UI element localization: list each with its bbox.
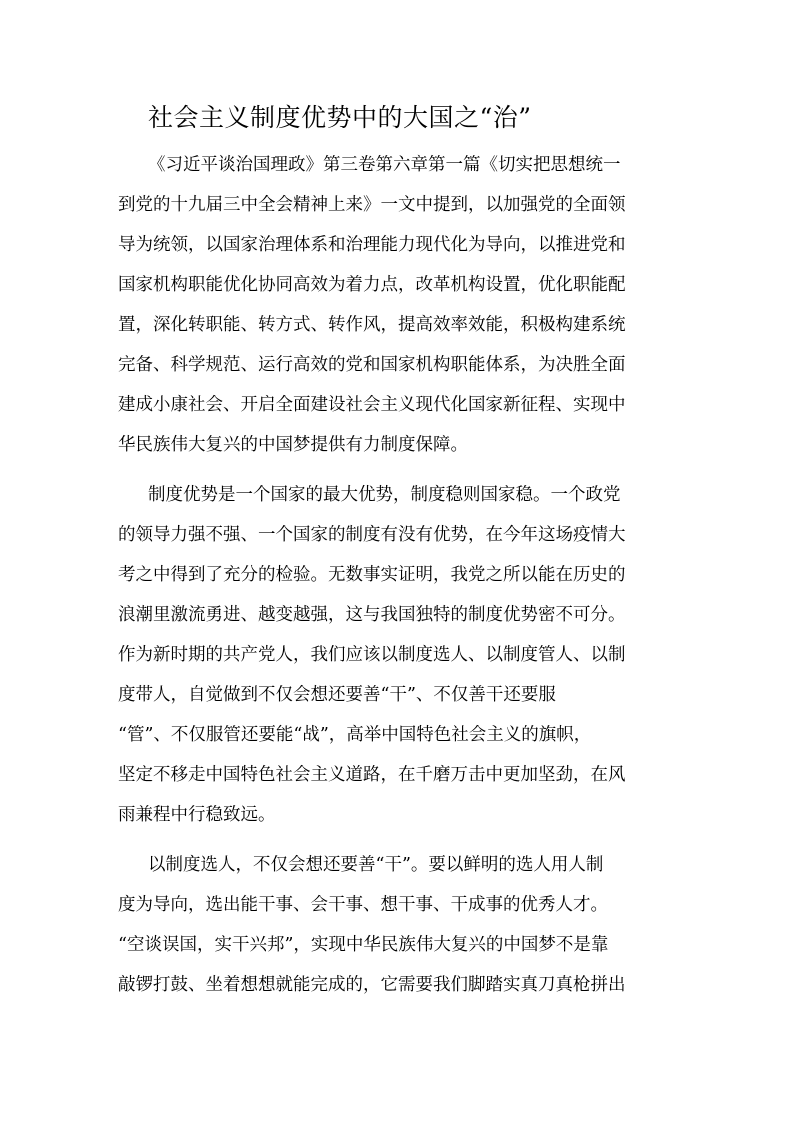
paragraph-1-line-8: 华民族伟大复兴的中国梦提供有力制度保障。 bbox=[118, 435, 468, 455]
paragraph-2-line-9: 雨兼程中行稳致远。 bbox=[118, 805, 276, 825]
paragraph-1-line-4: 国家机构职能优化协同高效为着力点，改革机构设置，优化职能配 bbox=[118, 275, 626, 295]
paragraph-2-line-4: 浪潮里激流勇进、越变越强，这与我国独特的制度优势密不可分。 bbox=[118, 605, 626, 625]
paragraph-2-line-8: 坚定不移走中国特色社会主义道路，在千磨万击中更加坚劲，在风 bbox=[118, 765, 626, 785]
paragraph-2-line-1: 制度优势是一个国家的最大优势，制度稳则国家稳。一个政党 bbox=[148, 485, 621, 505]
paragraph-1-line-2: 到党的十九届三中全会精神上来》一文中提到，以加强党的全面领 bbox=[118, 195, 626, 215]
paragraph-1-line-7: 建成小康社会、开启全面建设社会主义现代化国家新征程、实现中 bbox=[118, 395, 626, 415]
paragraph-3-line-2: 度为导向，选出能干事、会干事、想干事、干成事的优秀人才。 bbox=[118, 895, 608, 915]
paragraph-3-line-3: “空谈误国，实干兴邦”，实现中华民族伟大复兴的中国梦不是靠 bbox=[118, 935, 609, 955]
document-title: 社会主义制度优势中的大国之“治” bbox=[148, 103, 532, 132]
paragraph-2-line-3: 考之中得到了充分的检验。无数事实证明，我党之所以能在历史的 bbox=[118, 565, 626, 585]
paragraph-3-line-4: 敲锣打鼓、坐着想想就能完成的，它需要我们脚踏实真刀真枪拼出 bbox=[118, 975, 626, 995]
paragraph-1-line-1: 《习近平谈治国理政》第三卷第六章第一篇《切实把思想统一 bbox=[148, 155, 621, 175]
paragraph-1-line-5: 置，深化转职能、转方式、转作风，提高效率效能，积极构建系统 bbox=[118, 315, 626, 335]
paragraph-2-line-7: “管”、不仅服管还要能“战”，高举中国特色社会主义的旗帜， bbox=[118, 725, 592, 745]
paragraph-1-line-3: 导为统领，以国家治理体系和治理能力现代化为导向，以推进党和 bbox=[118, 235, 626, 255]
paragraph-3-line-1: 以制度选人，不仅会想还要善“干”。要以鲜明的选人用人制 bbox=[148, 855, 604, 875]
paragraph-2-line-5: 作为新时期的共产党人，我们应该以制度选人、以制度管人、以制 bbox=[118, 645, 626, 665]
paragraph-1-line-6: 完备、科学规范、运行高效的党和国家机构职能体系，为决胜全面 bbox=[118, 355, 626, 375]
paragraph-2-line-2: 的领导力强不强、一个国家的制度有没有优势，在今年这场疫情大 bbox=[118, 525, 626, 545]
paragraph-2-line-6: 度带人，自觉做到不仅会想还要善“干”、不仅善干还要服 bbox=[118, 685, 556, 705]
